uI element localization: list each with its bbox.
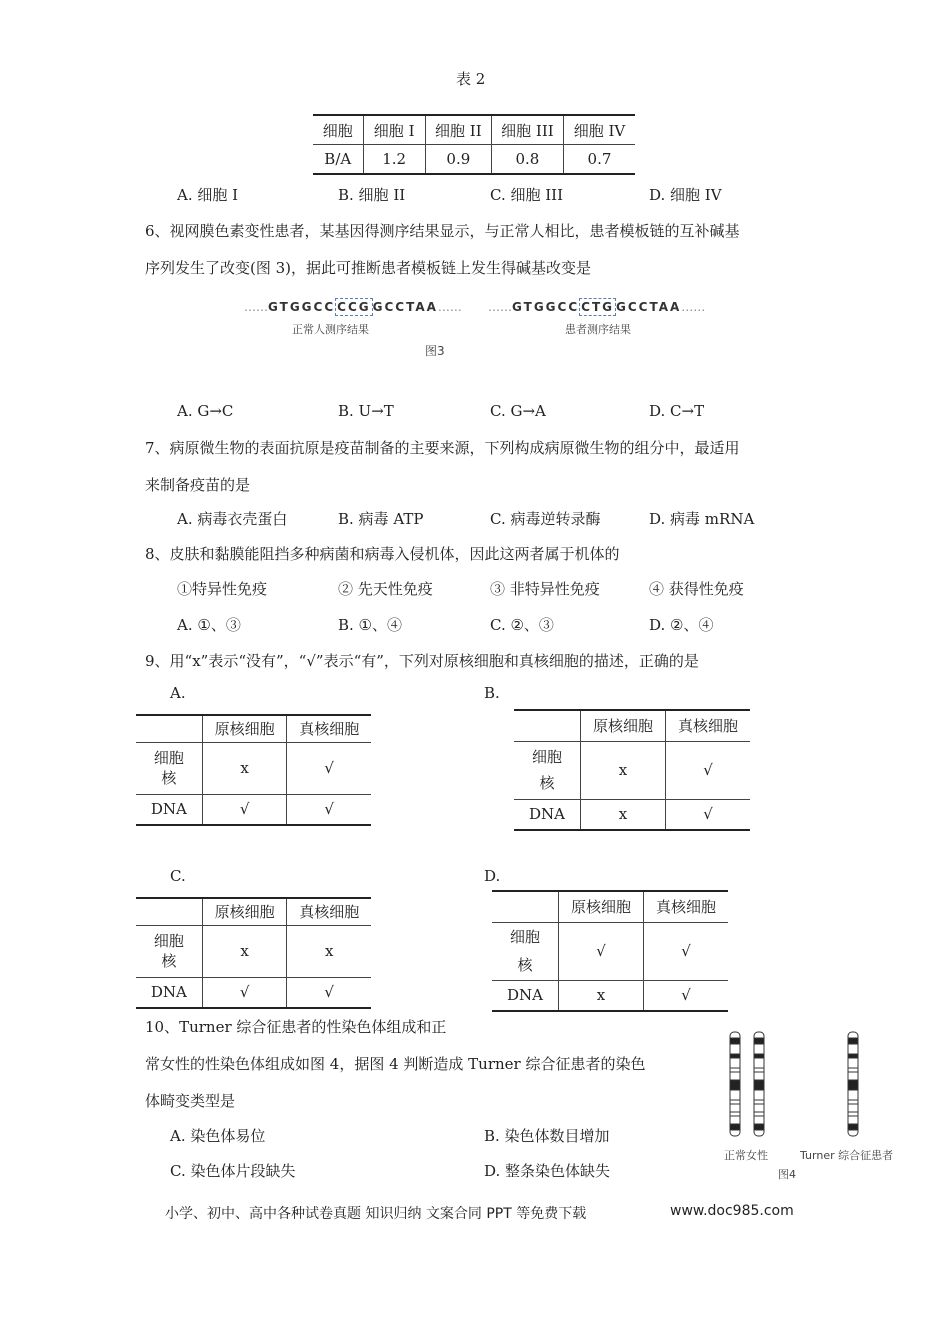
q8-option-b: B. ①、④ <box>338 616 403 634</box>
q7-line1: 7、病原微生物的表面抗原是疫苗制备的主要来源，下列构成病原微生物的组分中，最适用 <box>145 439 740 457</box>
table-cell: √ <box>202 977 287 1008</box>
figure4-label: 图4 <box>778 1168 796 1181</box>
q8-choice-4: ④ 获得性免疫 <box>649 580 744 598</box>
table-cell: √ <box>287 977 371 1008</box>
q8-option-c: C. ②、③ <box>490 616 554 634</box>
sequence-dots: …… <box>488 300 512 314</box>
table2-header-cell: 细胞 II <box>425 115 491 145</box>
table-cell: √ <box>644 980 729 1011</box>
table2-header-cell: 细胞 IV <box>563 115 635 145</box>
footer-url[interactable]: www.doc985.com <box>670 1203 794 1219</box>
q5-option-d: D. 细胞 IV <box>649 186 722 204</box>
q10-line3: 体畸变类型是 <box>145 1092 236 1110</box>
q5-option-b: B. 细胞 II <box>338 186 406 204</box>
q7-option-a: A. 病毒衣壳蛋白 <box>177 510 288 528</box>
q5-option-a: A. 细胞 I <box>177 186 239 204</box>
q6-line2: 序列发生了改变(图 3)，据此可推断患者模板链上发生得碱基改变是 <box>145 259 592 277</box>
normal-sequence <box>244 300 462 314</box>
q8-option-d: D. ②、④ <box>649 616 714 634</box>
q8-choice-3: ③ 非特异性免疫 <box>490 580 600 598</box>
table2-header-cell: 细胞 I <box>363 115 425 145</box>
q8-choice-2: ② 先天性免疫 <box>338 580 433 598</box>
q9-table-d <box>492 890 728 1012</box>
q6-option-b: B. U→T <box>338 402 394 420</box>
table2-header-cell: 细胞 III <box>491 115 563 145</box>
table-cell: √ <box>287 794 371 825</box>
table-cell: x <box>202 925 287 977</box>
table-cell: √ <box>202 794 287 825</box>
sequence-dots: …… <box>437 300 462 314</box>
table-row-label: 细胞 核 <box>136 925 202 977</box>
table-cell <box>514 710 581 741</box>
q9-table-b <box>514 709 750 831</box>
table-header-cell: 真核细胞 <box>644 891 729 922</box>
table-cell: √ <box>559 922 644 980</box>
sequence-part: GCCTAA <box>372 300 438 314</box>
table2-cell: 0.8 <box>491 145 563 175</box>
q8-option-a: A. ①、③ <box>177 616 241 634</box>
sequence-part: GCCTAA <box>615 300 682 314</box>
table-row-label: 细胞 核 <box>514 741 581 799</box>
table-header-cell: 原核细胞 <box>202 898 287 925</box>
q10-option-b: B. 染色体数目增加 <box>484 1127 610 1145</box>
table2-title: 表 2 <box>456 70 486 88</box>
table-header-cell: 原核细胞 <box>202 715 287 742</box>
table-cell <box>136 715 202 742</box>
normal-female-label: 正常女性 <box>724 1149 768 1162</box>
table2-cell: B/A <box>313 145 363 175</box>
chromosome-normal-2 <box>754 1032 764 1136</box>
table-cell: √ <box>644 922 729 980</box>
q7-option-b: B. 病毒 ATP <box>338 510 424 528</box>
table-header-cell: 原核细胞 <box>559 891 644 922</box>
q6-line1: 6、视网膜色素变性患者，某基因得测序结果显示，与正常人相比，患者模板链的互补碱基 <box>145 222 740 240</box>
table-cell: √ <box>666 799 751 830</box>
table2-cell: 0.9 <box>425 145 491 175</box>
table-cell: √ <box>666 741 751 799</box>
table-cell <box>136 898 202 925</box>
table-row-label: 细胞 核 <box>136 742 202 794</box>
q9-table-a <box>136 714 371 826</box>
patient-sequence-label: 患者测序结果 <box>565 323 631 336</box>
highlight-box: CTG <box>581 300 614 314</box>
q8-choice-1: ①特异性免疫 <box>177 580 268 598</box>
highlight-box: CCG <box>337 300 371 314</box>
table-header-cell: 真核细胞 <box>287 898 371 925</box>
q9-line1: 9、用“x”表示“没有”，“√”表示“有”，下列对原核细胞和真核细胞的描述，正确的是 <box>145 652 699 670</box>
q9-table-c-label: C. <box>170 867 186 885</box>
figure4-chromosomes <box>720 1028 910 1140</box>
q9-table-a-label: A. <box>170 684 186 702</box>
patient-sequence <box>488 300 705 314</box>
q8-line1: 8、皮肤和黏膜能阻挡多种病菌和病毒入侵机体，因此这两者属于机体的 <box>145 545 620 563</box>
table-cell <box>492 891 559 922</box>
q6-option-c: C. G→A <box>490 402 546 420</box>
sequence-dots: …… <box>244 300 268 314</box>
chromosome-normal-1 <box>730 1032 740 1136</box>
q10-line2: 常女性的性染色体组成如图 4，据图 4 判断造成 Turner 综合征患者的染色 <box>145 1055 646 1073</box>
sequence-dots: …… <box>681 300 706 314</box>
table-row-label: DNA <box>492 980 559 1011</box>
q10-option-a: A. 染色体易位 <box>170 1127 266 1145</box>
table-row-label: 细胞 核 <box>492 922 559 980</box>
table2-header-cell: 细胞 <box>313 115 363 145</box>
q9-table-b-label: B. <box>484 684 500 702</box>
table-cell: x <box>581 799 666 830</box>
table-cell: x <box>202 742 287 794</box>
sequence-part: GTGGCC <box>512 300 580 314</box>
q7-option-c: C. 病毒逆转录酶 <box>490 510 601 528</box>
q9-table-d-label: D. <box>484 867 501 885</box>
table2-cell: 0.7 <box>563 145 635 175</box>
turner-patient-label: Turner 综合征患者 <box>800 1149 894 1162</box>
table-cell: x <box>287 925 371 977</box>
q7-option-d: D. 病毒 mRNA <box>649 510 755 528</box>
table-header-cell: 真核细胞 <box>666 710 751 741</box>
table-row-label: DNA <box>136 794 202 825</box>
q9-table-c <box>136 897 371 1009</box>
table-row-label: DNA <box>136 977 202 1008</box>
table-header-cell: 原核细胞 <box>581 710 666 741</box>
normal-sequence-label: 正常人测序结果 <box>292 323 369 336</box>
q10-option-c: C. 染色体片段缺失 <box>170 1162 296 1180</box>
table-cell: x <box>581 741 666 799</box>
table-cell: √ <box>287 742 371 794</box>
table2-cell: 1.2 <box>363 145 425 175</box>
q5-option-c: C. 细胞 III <box>490 186 564 204</box>
q6-option-a: A. G→C <box>177 402 234 420</box>
sequence-part: GTGGCC <box>268 300 336 314</box>
q7-line2: 来制备疫苗的是 <box>145 476 251 494</box>
footer-text: 小学、初中、高中各种试卷真题 知识归纳 文案合同 PPT 等免费下载 <box>165 1206 587 1222</box>
q6-option-d: D. C→T <box>649 402 705 420</box>
table2 <box>313 114 635 175</box>
table-row-label: DNA <box>514 799 581 830</box>
table-header-cell: 真核细胞 <box>287 715 371 742</box>
q10-option-d: D. 整条染色体缺失 <box>484 1162 611 1180</box>
table-cell: x <box>559 980 644 1011</box>
chromosome-turner <box>848 1032 858 1136</box>
q10-line1: 10、Turner 综合征患者的性染色体组成和正 <box>145 1018 447 1036</box>
figure3-label: 图3 <box>425 344 445 358</box>
